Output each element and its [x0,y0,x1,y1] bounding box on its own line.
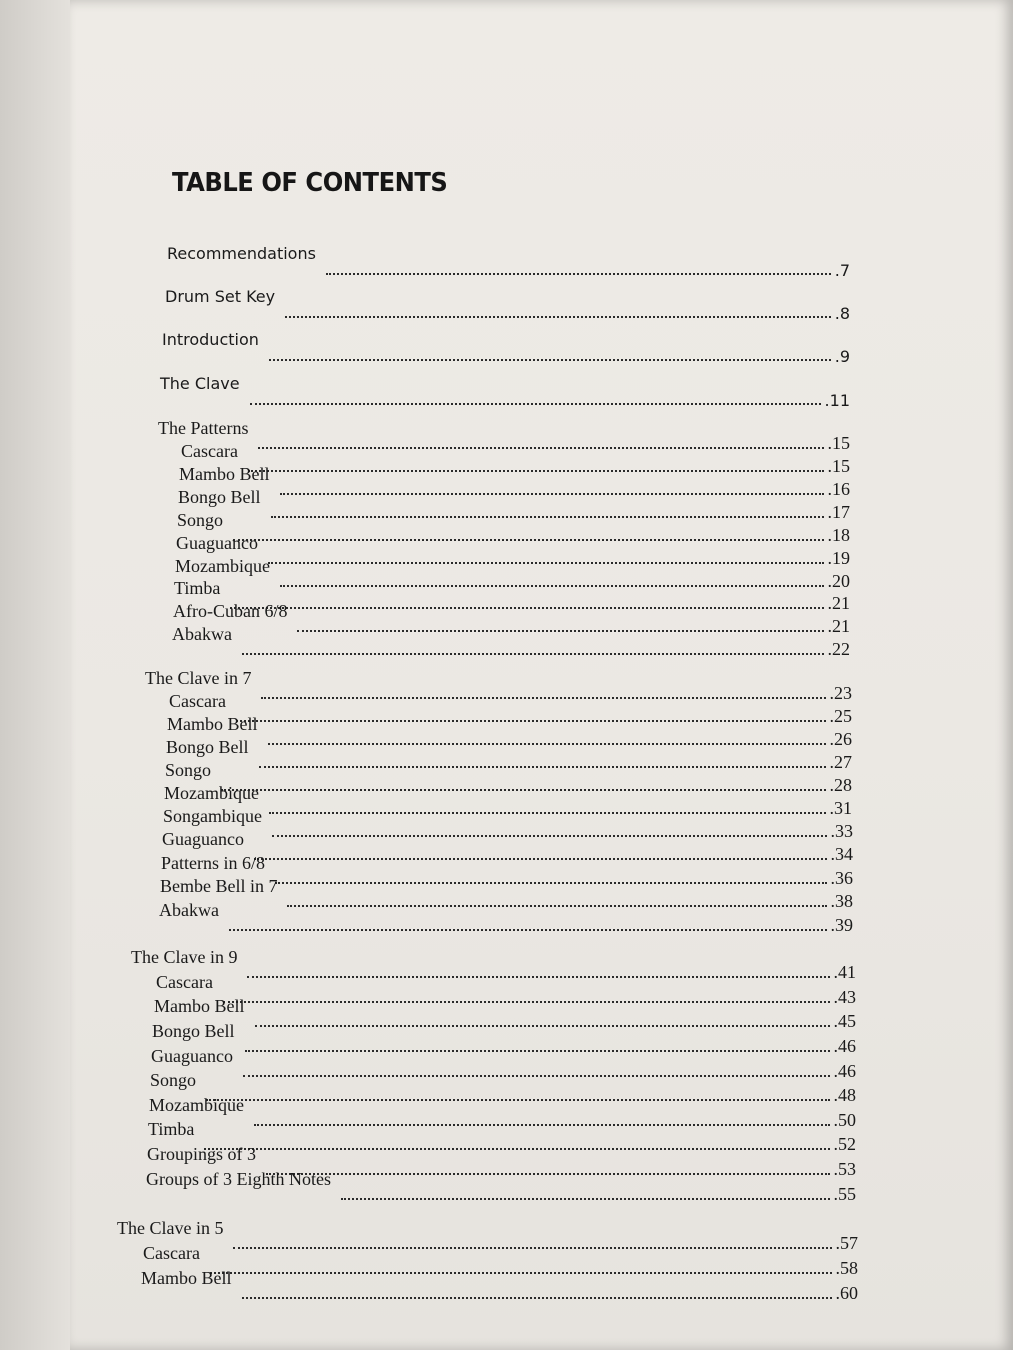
dot-leader [242,653,824,655]
toc-entry-label: Guaguanco [151,1046,233,1066]
toc-page-number: .26 [829,729,852,749]
toc-entry-label: Timba [174,578,221,598]
toc-entry-label: The Patterns [158,418,249,438]
toc-page-number: .11 [824,391,850,410]
toc-page-number: .53 [833,1159,856,1179]
toc-entry-label: Songo [177,510,224,530]
toc-section-entry [160,374,850,410]
toc-entry-label: Abakwa [159,900,219,920]
toc-entry-label: Cascara [143,1243,200,1263]
toc-subsection-entry [159,900,853,936]
toc-entry-label: Bongo Bell [166,737,249,757]
toc-page-number: .41 [833,962,856,982]
toc-entry-label: Bembe Bell in 7 [160,876,278,896]
toc-page-number: .18 [827,525,850,545]
toc-page-number: .57 [835,1233,858,1253]
toc-page-number: .8 [834,304,850,323]
toc-page-number: .39 [830,915,853,935]
toc-page-number: .46 [833,1061,856,1081]
toc-entry-label: The Clave in 9 [131,947,238,967]
toc-entry-label: Guaguanco [162,829,244,849]
toc-page-number: .36 [830,868,853,888]
toc-entry-label: Recommendations [167,244,316,263]
toc-page-number: .43 [833,987,856,1007]
dot-leader [229,929,827,931]
toc-page-number: .22 [827,639,850,659]
toc-page-number: .15 [827,433,850,453]
toc-section-entry [162,330,850,366]
toc-entry-label: Groupings of 3 [147,1144,256,1164]
toc-section-entry [167,244,850,280]
toc-page-number: .17 [827,502,850,522]
toc-section-entry [165,287,850,323]
toc-entry-label: Songo [150,1070,197,1090]
toc-page-number: .33 [830,821,853,841]
toc-entry-label: Bongo Bell [178,487,261,507]
toc-entry-label: Guaguanco [176,533,258,553]
toc-page-number: .60 [835,1283,858,1303]
toc-page-number: .34 [830,844,853,864]
toc-page-number: .21 [827,616,850,636]
toc-page-number: .27 [829,752,852,772]
toc-page-number: .7 [834,261,850,280]
toc-entry-label: Mozambique [175,556,270,576]
toc-entry-label: Timba [148,1119,195,1139]
toc-page-number: .45 [833,1011,856,1031]
toc-entry-label: Cascara [169,691,226,711]
toc-subsection-entry [172,624,850,660]
dot-leader [341,1198,830,1200]
dot-leader [242,1297,832,1299]
toc-entry-label: Cascara [181,441,238,461]
toc-subsection-entry [141,1268,858,1304]
toc-page-number: .28 [829,775,852,795]
dot-leader [285,316,831,318]
toc-entry-label: Afro-Cuban 6/8 [173,601,288,621]
toc-entry-label: Mambo Bell [154,996,245,1016]
book-gutter [0,0,70,1350]
toc-page-number: .46 [833,1036,856,1056]
toc-page-number: .50 [833,1110,856,1130]
toc-page-number: .25 [829,706,852,726]
toc-page-number: .55 [833,1184,856,1204]
toc-entry-label: Introduction [162,330,259,349]
toc-entry-label: Groups of 3 Eighth Notes [146,1169,331,1189]
toc-entry-label: Drum Set Key [165,287,276,306]
toc-page-number: .20 [827,571,850,591]
toc-entry-label: Songo [165,760,212,780]
toc-entry-label: The Clave in 5 [117,1218,224,1238]
toc-entry-label: Bongo Bell [152,1021,235,1041]
toc-entry-label: Mozambique [149,1095,244,1115]
toc-entry-label: Abakwa [172,624,232,644]
toc-entry-label: Mozambique [164,783,259,803]
toc-page-number: .52 [833,1134,856,1154]
toc-entry-label: The Clave [160,374,240,393]
toc-page-number: .31 [829,798,852,818]
dot-leader [326,273,831,275]
toc-page-number: .15 [827,456,850,476]
toc-entry-label: Cascara [156,972,213,992]
toc-subsection-entry [146,1169,856,1205]
page-title: TABLE OF CONTENTS [172,168,448,198]
dot-leader [250,403,821,405]
toc-page-number: .23 [829,683,852,703]
toc-entry-label: Mambo Bell [179,464,270,484]
toc-entry-label: Mambo Bell [141,1268,232,1288]
toc-page-number: .48 [833,1085,856,1105]
toc-page-number: .16 [827,479,850,499]
toc-page-number: .38 [830,891,853,911]
toc-entry-label: Songambique [163,806,262,826]
toc-page-number: .19 [827,548,850,568]
toc-page-number: .21 [827,593,850,613]
toc-page-number: .9 [834,347,850,366]
toc-page-number: .58 [835,1258,858,1278]
dot-leader [269,359,831,361]
toc-entry-label: The Clave in 7 [145,668,252,688]
toc-entry-label: Mambo Bell [167,714,258,734]
toc-entry-label: Patterns in 6/8 [161,853,265,873]
